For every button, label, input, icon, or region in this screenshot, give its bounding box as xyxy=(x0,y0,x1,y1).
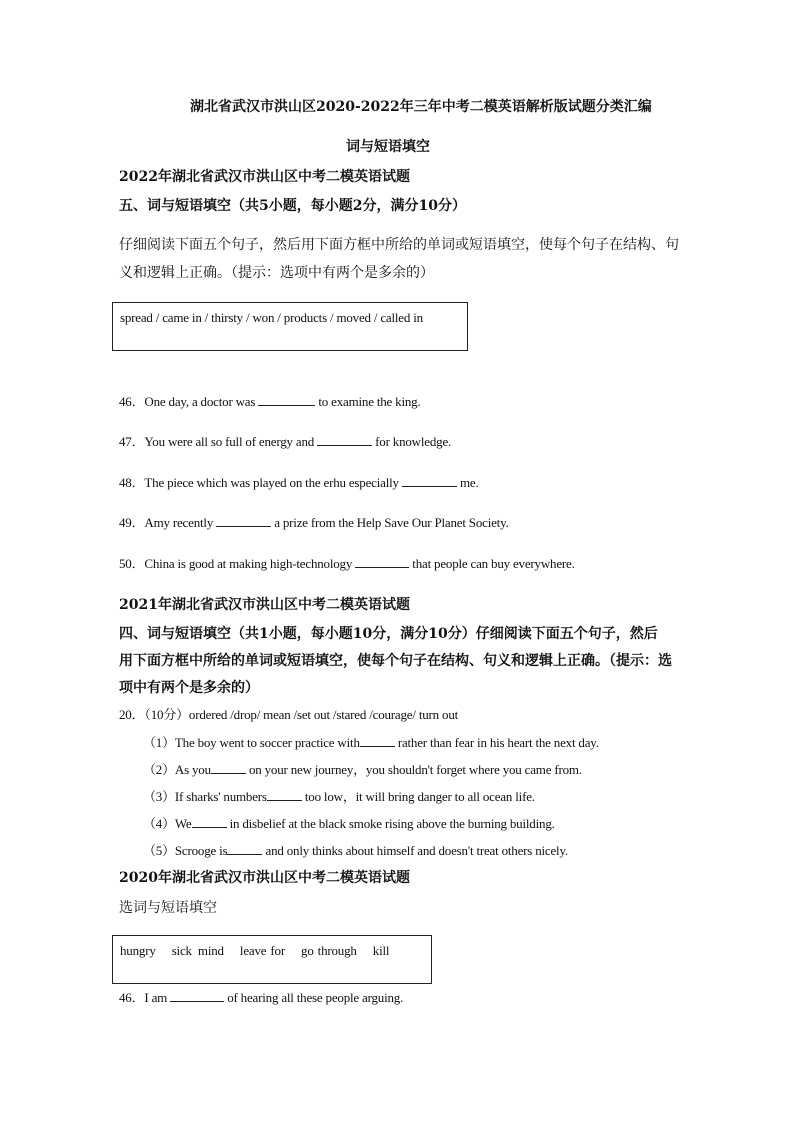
question-20-word-list: 20．（10分）ordered /drop/ mean /set out /stared /courage/ turn out xyxy=(119,707,459,722)
answer-blank[interactable] xyxy=(317,434,372,446)
question-text: of hearing all these people arguing. xyxy=(227,990,404,1005)
question-20-item-1 xyxy=(143,732,599,751)
question-text: You were all so full of energy and xyxy=(144,434,315,449)
question-text: The piece which was played on the erhu especially xyxy=(144,475,399,490)
question-20-item-5 xyxy=(143,840,568,859)
item-number: （4） xyxy=(143,816,175,831)
answer-blank[interactable] xyxy=(170,990,224,1002)
item-text: Scrooge is xyxy=(174,843,228,858)
section-2021-part-line3: 项中有两个是多余的） xyxy=(119,680,259,696)
item-number: （3） xyxy=(143,789,175,804)
question-50-2022 xyxy=(119,553,575,572)
item-number: （5） xyxy=(143,843,175,858)
item-number: （1） xyxy=(143,735,175,750)
item-text: The boy went to soccer practice with xyxy=(174,735,360,750)
word-bank-item: go through xyxy=(301,943,357,958)
question-48-2022 xyxy=(119,472,479,491)
word-bank-2022: spread / came in / thirsty / won / products / moved / called in xyxy=(120,310,423,325)
section-2021-part-line1: 四、词与短语填空（共1小题，每小题10分，满分10分）仔细阅读下面五个句子，然后 xyxy=(119,626,658,642)
question-number: 46． xyxy=(119,990,145,1005)
question-text: to examine the king. xyxy=(318,394,421,409)
question-47-2022 xyxy=(119,431,451,450)
word-bank-item: kill xyxy=(372,943,390,958)
item-text: We xyxy=(174,816,192,831)
item-text: As you xyxy=(174,762,211,777)
answer-blank[interactable] xyxy=(211,762,246,774)
item-number: （2） xyxy=(143,762,175,777)
item-text: rather than fear in his heart the next day. xyxy=(397,735,599,750)
question-text: One day, a doctor was xyxy=(144,394,256,409)
question-20-item-3 xyxy=(143,786,535,805)
item-text: in disbelief at the black smoke rising above the burning building. xyxy=(229,816,555,831)
word-bank-item: mind xyxy=(197,943,224,958)
section-2022-instruction-line1: 仔细阅读下面五个句子，然后用下面方框中所给的单词或短语填空，使每个句子在结构、句 xyxy=(119,237,679,253)
section-2020-subtitle: 选词与短语填空 xyxy=(119,900,217,916)
document-title: 湖北省武汉市洪山区2020-2022年三年中考二模英语解析版试题分类汇编 xyxy=(190,99,652,115)
question-46-2020 xyxy=(119,987,403,1006)
section-2022-part-title: 五、词与短语填空（共5小题，每小题2分，满分10分） xyxy=(119,198,466,214)
question-number: 49． xyxy=(119,515,145,530)
section-2021-heading: 2021年湖北省武汉市洪山区中考二模英语试题 xyxy=(119,597,410,613)
question-text: China is good at making high-technology xyxy=(144,556,353,571)
question-20-item-4 xyxy=(143,813,555,832)
question-number: 46． xyxy=(119,394,145,409)
section-2021-part-line2: 用下面方框中所给的单词或短语填空，使每个句子在结构、句义和逻辑上正确。（提示：选 xyxy=(119,653,672,669)
question-number: 50． xyxy=(119,556,145,571)
word-bank-box-2022 xyxy=(112,302,468,351)
word-bank-item: sick xyxy=(171,943,192,958)
question-text: for knowledge. xyxy=(375,434,452,449)
question-49-2022 xyxy=(119,512,509,531)
answer-blank[interactable] xyxy=(360,735,395,747)
section-2022-instruction-line2: 义和逻辑上正确。（提示：选项中有两个是多余的） xyxy=(119,265,434,281)
item-text: If sharks' numbers xyxy=(174,789,267,804)
answer-blank[interactable] xyxy=(216,515,271,527)
word-bank-item: leave for xyxy=(239,943,285,958)
question-number: 47． xyxy=(119,434,145,449)
question-text: me. xyxy=(459,475,479,490)
question-text: that people can buy everywhere. xyxy=(412,556,575,571)
item-text: too low，it will bring danger to all ocean life. xyxy=(304,789,535,804)
question-text: a prize from the Help Save Our Planet Society. xyxy=(274,515,509,530)
question-20-item-2 xyxy=(143,759,582,778)
answer-blank[interactable] xyxy=(355,556,409,568)
item-text: on your new journey，you shouldn't forget where you came from. xyxy=(248,762,582,777)
answer-blank[interactable] xyxy=(258,394,315,406)
question-text: I am xyxy=(144,990,168,1005)
document-subtitle: 词与短语填空 xyxy=(346,139,430,155)
question-46-2022 xyxy=(119,391,421,410)
question-text: Amy recently xyxy=(144,515,214,530)
question-number: 48． xyxy=(119,475,145,490)
section-2020-heading: 2020年湖北省武汉市洪山区中考二模英语试题 xyxy=(119,870,410,886)
answer-blank[interactable] xyxy=(267,789,302,801)
section-2022-heading: 2022年湖北省武汉市洪山区中考二模英语试题 xyxy=(119,169,410,185)
item-text: and only thinks about himself and doesn't treat others nicely. xyxy=(265,843,568,858)
answer-blank[interactable] xyxy=(192,816,227,828)
word-bank-box-2020 xyxy=(112,935,432,984)
answer-blank[interactable] xyxy=(402,475,457,487)
word-bank-item: hungry xyxy=(120,943,156,958)
answer-blank[interactable] xyxy=(227,843,262,855)
word-bank-2020 xyxy=(120,943,389,959)
